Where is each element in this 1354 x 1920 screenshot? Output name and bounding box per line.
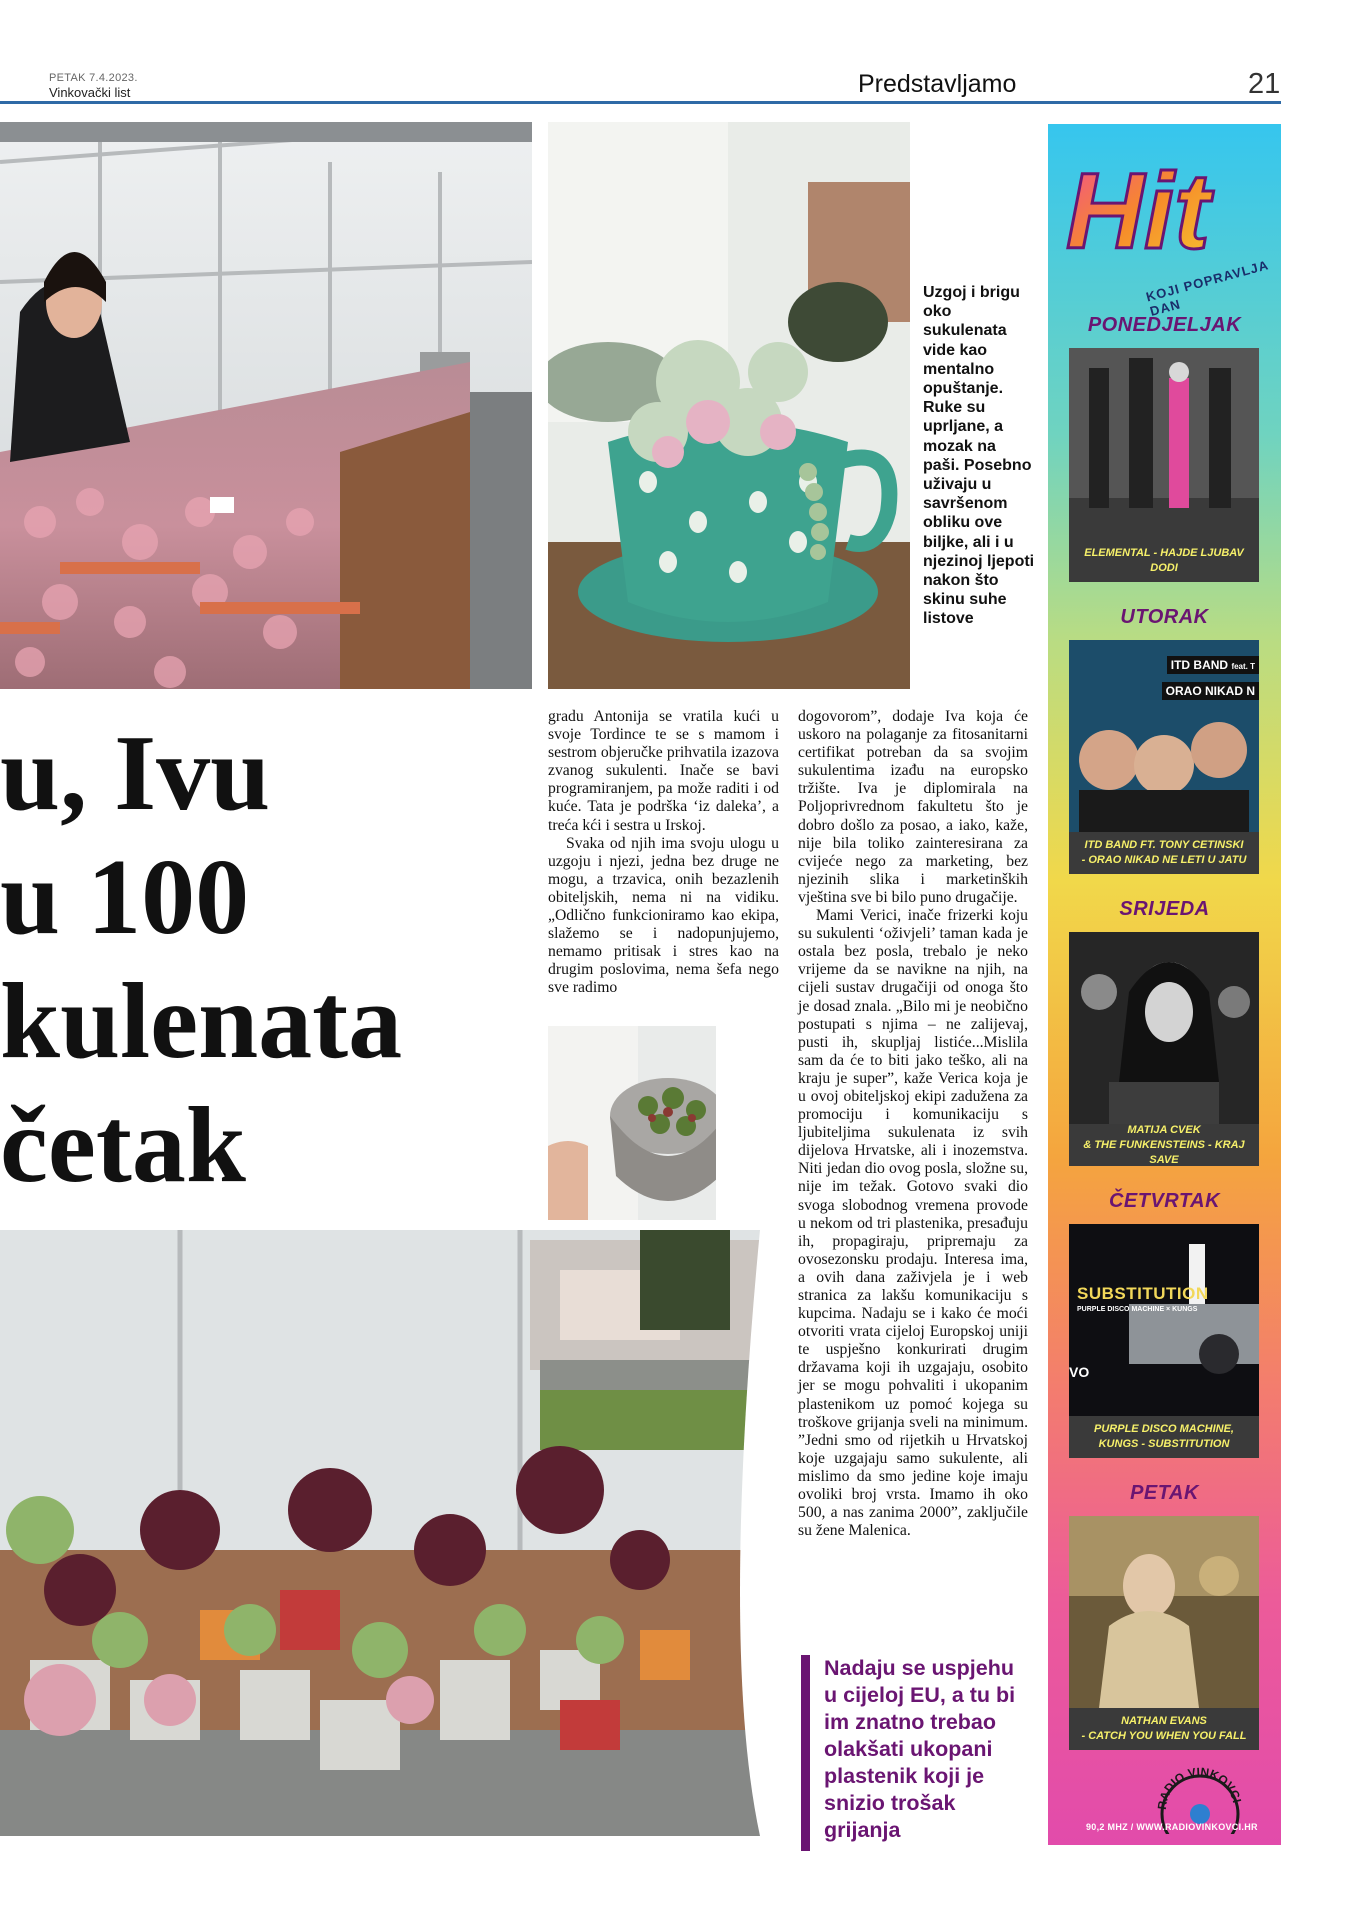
- pull-quote: Nadaju se uspjehu u cijeloj EU, a tu bi im znatno trebao olakšati ukopani plastenik koji je snizio trošak grijanja: [801, 1655, 1033, 1851]
- header-rule: [0, 101, 1281, 104]
- ad-song-title: KUNGS - SUBSTITUTION: [1098, 1438, 1230, 1450]
- ad-song-title: - CATCH YOU WHEN YOU FALL: [1081, 1730, 1247, 1742]
- ad-song-title: PURPLE DISCO MACHINE,: [1094, 1423, 1234, 1435]
- ad-image-text: SUBSTITUTION: [1077, 1284, 1209, 1303]
- ad-day-wednesday: SRIJEDA: [1119, 898, 1210, 920]
- ad-day-tuesday: UTORAK: [1120, 606, 1209, 628]
- article-paragraph: Svaka od njih ima svoju ulogu u uzgoju i njezi, jedna bez druge ne mogu, a trzavica, onih bezazlenih obiteljskih, nema ni na vidiku. „Odlično funkcioniramo kao ekipa, slažemo se i nadopunjujemo, nemamo pritisak i stres kao na drugim poslovima, nema šefa nego sve radimo: [548, 834, 779, 997]
- svg-text:RADIO VINKOVCI: [1155, 1765, 1244, 1811]
- issue-date: PETAK 7.4.2023.: [49, 72, 138, 84]
- radio-vinkovci-logo: [1140, 1744, 1250, 1834]
- greenhouse-photo: [0, 122, 532, 689]
- article-paragraph: gradu Antonija se vratila kući u svoje Tordince te se s mamom i sestrom objeručke prihvatila izazova zvanog sukulenti. Inače se bavi programiranjem, pa može raditi i od kuće. Tata je podrška ‘iz daleka’, a treća kći i sestra u Irskoj.: [548, 708, 779, 834]
- ad-song-image: [1069, 1224, 1259, 1416]
- ad-song-title: ELEMENTAL - HAJDE LJUBAV DODI: [1084, 547, 1244, 574]
- ad-song-image: [1069, 348, 1259, 540]
- radio-hit-advertisement[interactable]: [1048, 124, 1281, 1845]
- ad-song-friday[interactable]: [1069, 1516, 1259, 1750]
- ad-song-image: [1069, 1516, 1259, 1708]
- page-number: 21: [1248, 68, 1281, 100]
- article-column-1: [548, 708, 779, 998]
- ad-slogan: KOJI POPRAVLJA DAN: [1144, 257, 1270, 319]
- hit-logo: [1062, 144, 1222, 264]
- ad-day-thursday: ČETVRTAK: [1108, 1190, 1221, 1212]
- teacup-succulent-photo: [548, 122, 910, 689]
- headline-line: u, Ivu: [0, 714, 271, 833]
- article-paragraph: dogovorom”, dodaje Iva koja će uskoro na polaganje za fitosanitarni certifikat potreban da sa svojim sukulentima izađu na europsko tržište. Iva je diplomirala na Poljoprivrednom fakultetu što je dobro došlo za posao, a iako, kaže, nije bila toliko zainteresirana za cvijeće nego za marketing, bez njezinih slika i marketinških vještina sve bi bilo puno drugačije.: [798, 708, 1028, 906]
- radio-station-name: RADIO VINKOVCI: [1154, 1764, 1245, 1811]
- ad-song-label: [1069, 1124, 1259, 1166]
- ad-song-image: [1069, 640, 1259, 832]
- ad-song-title: ITD BAND FT. TONY CETINSKI: [1084, 839, 1244, 851]
- ad-song-title: MATIJA CVEK: [1127, 1123, 1201, 1136]
- ad-song-title: - ORAO NIKAD NE LETI U JATU: [1081, 854, 1247, 866]
- section-title: Predstavljamo: [858, 70, 1017, 98]
- hit-logo-text: Hit: [1066, 150, 1210, 264]
- headline: [0, 712, 540, 1208]
- ad-song-monday[interactable]: [1069, 348, 1259, 582]
- ad-song-label: [1069, 540, 1259, 582]
- article-column-2: [798, 708, 1028, 1540]
- ad-image-text: PURPLE DISCO MACHINE × KUNGS: [1077, 1306, 1198, 1313]
- photo-caption: Uzgoj i brigu oko sukulenata vide kao mentalno opuštanje. Ruke su uprljane, a mozak na paši. Posebno uživaju u savršenom obliku ove biljke, ali i u njezinoj ljepoti nakon što skinu suhe listove: [923, 284, 1035, 628]
- headline-line: četak: [0, 1086, 246, 1205]
- ad-day-monday: PONEDJELJAK: [1087, 314, 1242, 336]
- newspaper-name: Vinkovački list: [49, 85, 131, 100]
- ad-song-label: [1069, 832, 1259, 874]
- ad-song-thursday[interactable]: [1069, 1224, 1259, 1458]
- ad-song-tuesday[interactable]: [1069, 640, 1259, 874]
- ad-day-friday: PETAK: [1130, 1482, 1199, 1504]
- headline-line: u 100: [0, 838, 250, 957]
- ad-song-image: [1069, 932, 1259, 1124]
- headline-line: kulenata: [0, 962, 403, 1081]
- ad-image-text: VO: [1069, 1364, 1090, 1380]
- succulent-bowl-photo: [548, 1026, 716, 1220]
- article-paragraph: Mami Verici, inače frizerki koju su sukulenti ‘oživjeli’ taman kada je ostala bez posla, trebalo je neko vrijeme da se navikne na njih, na cijeli sustav drugačiji od onoga što je dosad znala. „Bilo mi je neobično postupati s njima – ne zalijevaj, pusti ih, skupljaj listiće...Mislila sam da će to biti jako teško, ali na kraju je super”, kaže Verica koja je u ovoj obiteljskoj ekipi zadužena za promociju i komunikaciju s ljubiteljima sukulenata iz svih dijelova Hrvatske, ali i inozemstva. Niti jedan dio ovog posla, složne su, nije im težak. Gotovo svaki dio svoga slobodnog vremena provode u nekom od tri plastenika, presađuju ih, propagiraju, pripremaju za ovosezonsku prodaju. Interesa ima, a ovih dana zaživjela je i web stranica za lakšu komunikaciju s kupcima. Nadaju se i kako će moći otvoriti vrata cijeloj Europskoj uniji te uspješno konkurirati drugim državama koji ih uzgajaju, osobito jer se mogu pohvaliti i ukopanim plastenikom uz pomoć kojega su troškove grijanja sveli na minimum. ”Jedni smo od rijetkih u Hrvatskoj koje uzgajaju samo sukulente, ali mislimo da smo jedine koje imaju ovoliki broj vrsta. Imamo ih oko 500, a nas zanima 2000”, zaključile su žene Malenica.: [798, 907, 1028, 1540]
- ad-song-title: NATHAN EVANS: [1121, 1715, 1207, 1727]
- ad-image-text: ITD BAND feat. T: [1167, 656, 1259, 674]
- ad-song-wednesday[interactable]: [1069, 932, 1259, 1166]
- ad-song-label: [1069, 1416, 1259, 1458]
- potted-succulents-photo: [0, 1230, 780, 1836]
- ad-image-text: ORAO NIKAD N: [1162, 682, 1259, 700]
- ad-frequency: 90,2 MHZ / WWW.RADIOVINKOVCI.HR: [1086, 1822, 1258, 1832]
- ad-song-title: & THE FUNKENSTEINS - KRAJ SAVE: [1083, 1138, 1245, 1166]
